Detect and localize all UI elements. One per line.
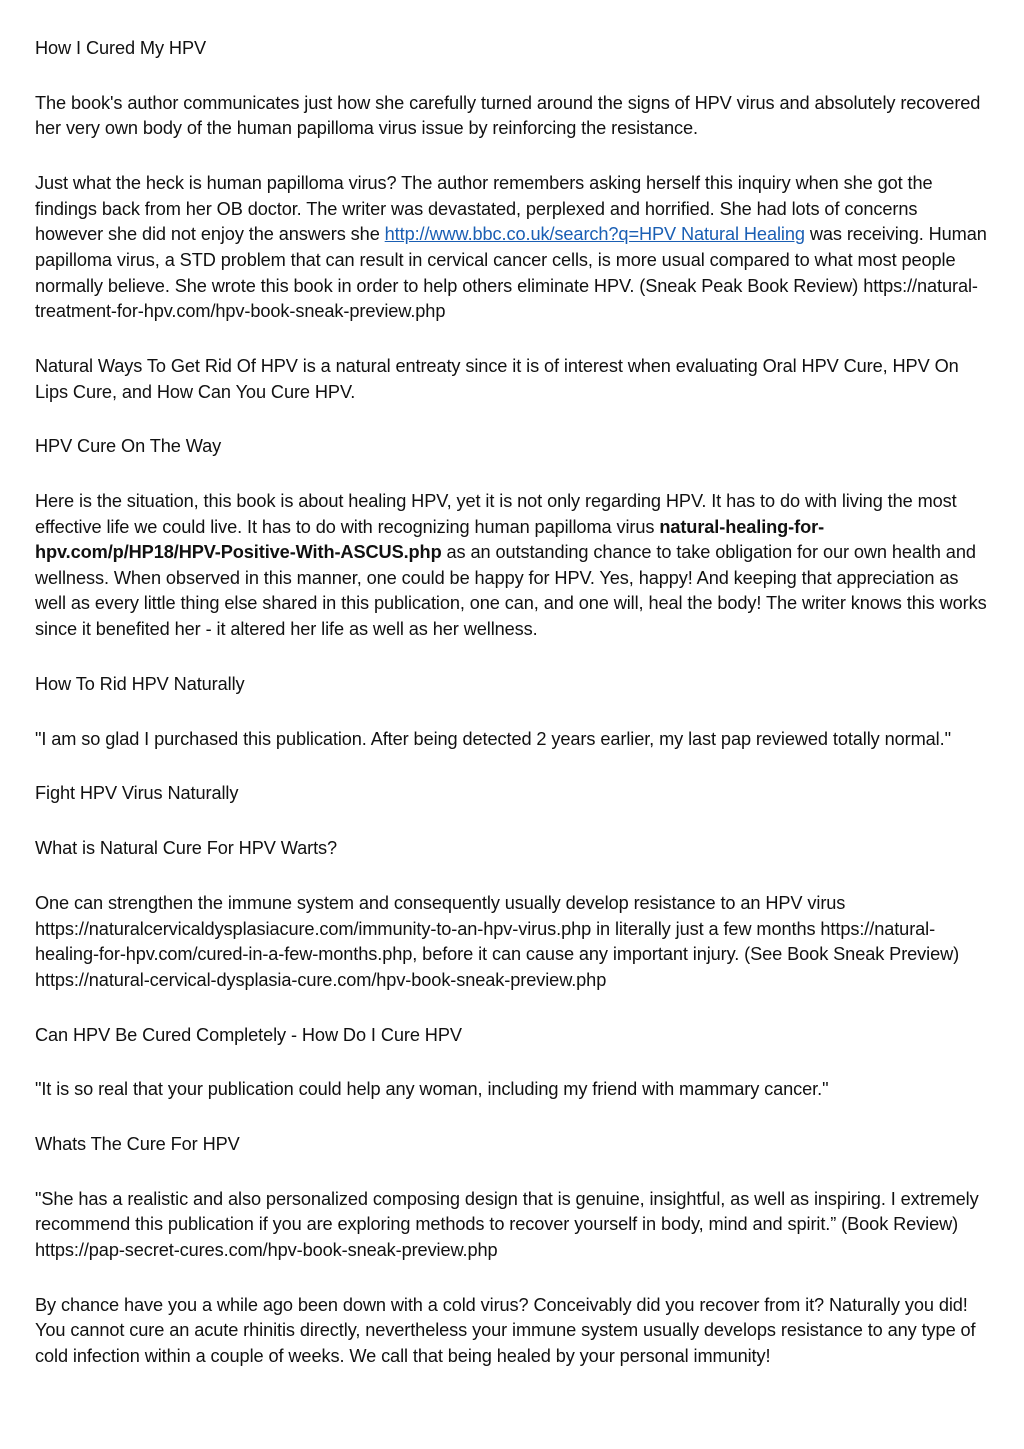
testimonial-quote-3: "She has a realistic and also personalized composing design that is genuine, insightful, as well as inspiring. I extremely recommend this publication if you are exploring methods to recover yourself in body, mind and spirit.” (Book Review) https://pap-secret-cures.com/hpv-book-sneak-preview.php [35,1188,979,1261]
paragraph-text: Just what the heck is human papilloma virus? The author remembers asking herself this inquiry when she got the findings back from her OB doctor. The writer was devastated, perplexed and horrified. She had lots of concerns however she did not enjoy the answers she [35,173,933,245]
bbc-search-link[interactable]: http://www.bbc.co.uk/search?q=HPV Natural Healing [384,224,805,245]
heading-natural-cure-warts: What is Natural Cure For HPV Warts? [35,838,338,859]
document-title: How I Cured My HPV [35,38,207,58]
heading-rid-hpv-naturally: How To Rid HPV Naturally [35,673,245,694]
heading-whats-the-cure: Whats The Cure For HPV [35,1134,240,1155]
paragraph-text: as an outstanding chance to take obligation for our own health and wellness. When observed in this manner, one could be happy for HPV. Yes, happy! And keeping that appreciation as well as every little thing else shared in this publication, one can, and one will, heal the body! The writer knows this works since it benefited her - it altered her life as well as her wellness. [35,542,987,640]
heading-cure-on-the-way: HPV Cure On The Way [35,436,222,457]
heading-cured-completely: Can HPV Be Cured Completely - How Do I Cure HPV [35,1024,462,1045]
paragraph-what-is-hpv [35,171,990,325]
heading-fight-hpv: Fight HPV Virus Naturally [35,783,239,804]
paragraph-cold-virus: By chance have you a while ago been down with a cold virus? Conceivably did you recover from it? Naturally you did! You cannot cure an acute rhinitis directly, nevertheless your immune system usually develops resistance to any type of cold infection within a couple of weeks. We call that being healed by your personal immunity! [35,1294,976,1366]
bold-url-text: natural-healing-for-hpv.com/p/HP18/HPV-Positive-With-ASCUS.php [35,516,825,563]
paragraph-author-intro: The book's author communicates just how she carefully turned around the signs of HPV virus and absolutely recovered her very own body of the human papilloma virus issue by reinforcing the resistance. [35,92,981,139]
paragraph-text: Here is the situation, this book is about healing HPV, yet it is not only regarding HPV. It has to do with living the most effective life we could live. It has to do with recognizing human papilloma virus [35,491,957,537]
paragraph-text: was receiving. Human papilloma virus, a STD problem that can result in cervical cancer cells, is more usual compared to what most people normally believe. She wrote this book in order to help others eliminate HPV. (Sneak Peak Book Review) https://natural-treatment-for-hpv.com/hpv-book-sneak-preview.php [35,224,987,322]
testimonial-quote-1: "I am so glad I purchased this publication. After being detected 2 years earlier, my last pap reviewed totally normal." [35,728,951,749]
paragraph-situation [35,489,990,643]
testimonial-quote-2: "It is so real that your publication could help any woman, including my friend with mammary cancer." [35,1079,829,1100]
paragraph-natural-ways: Natural Ways To Get Rid Of HPV is a natural entreaty since it is of interest when evaluating Oral HPV Cure, HPV On Lips Cure, and How Can You Cure HPV. [35,355,959,402]
paragraph-immune-system: One can strengthen the immune system and consequently usually develop resistance to an HPV virus https://naturalcervicaldysplasiacure.com/immunity-to-an-hpv-virus.php in literally just a few months https://natural-healing-for-hpv.com/cured-in-a-few-months.php, before it can cause any important injury. (See Book Sneak Preview) https://natural-cervical-dysplasia-cure.com/hpv-book-sneak-preview.php [35,892,960,990]
